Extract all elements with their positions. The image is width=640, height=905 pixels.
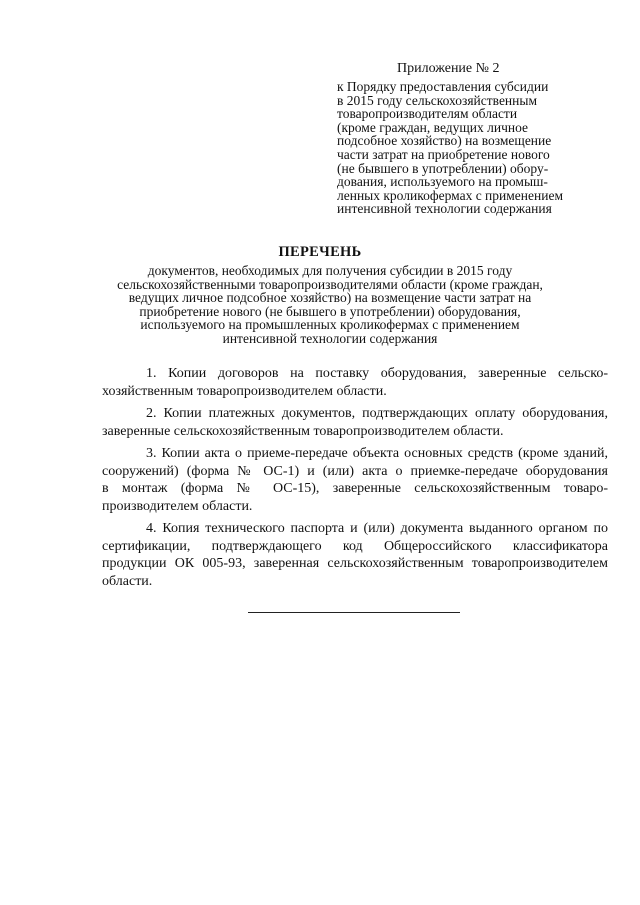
item-line: 4. Копия технического паспорта и (или) документа выданного органом по — [146, 521, 608, 536]
list-item — [102, 445, 608, 515]
appendix-title: Приложение № 2 — [397, 61, 500, 76]
item-line: 1. Копии договоров на поставку оборудования, заверенные сельско- — [146, 366, 608, 381]
appendix-line: (не бывшего в употреблении) обору- — [337, 160, 549, 176]
appendix-reference — [337, 80, 607, 216]
item-line: производителем области. — [102, 498, 253, 514]
item-line: сооружений) (форма № ОС-1) и (или) акта о приемке-передаче оборудования — [102, 463, 608, 479]
item-line: 2. Копии платежных документов, подтверждающих оплату оборудования, — [146, 406, 608, 421]
item-line: области. — [102, 573, 153, 589]
document-subtitle — [100, 264, 560, 345]
appendix-line: к Порядку предоставления субсидии — [337, 79, 549, 94]
subtitle-line: ведущих личное подсобное хозяйство) на возмещение части затрат на — [128, 290, 532, 305]
item-line: сертификации, подтверждающего код Общероссийского классификатора — [102, 538, 608, 554]
appendix-line: товаропроизводителям области — [337, 106, 518, 122]
appendix-line: части затрат на приобретение нового — [337, 146, 550, 162]
document-list — [102, 365, 608, 595]
subtitle-line: используемого на промышленных кроликофермах с применением — [140, 317, 520, 332]
appendix-line: в 2015 году сельскохозяйственным — [337, 92, 537, 108]
item-line: в монтаж (форма № ОС-15), заверенные сельскохозяйственным товаро- — [102, 481, 608, 496]
list-item — [102, 405, 608, 440]
appendix-line: интенсивной технологии содержания — [337, 201, 552, 217]
list-item — [102, 520, 608, 590]
subtitle-line: документов, необходимых для получения субсидии в 2015 году — [147, 263, 513, 278]
list-item — [102, 365, 608, 400]
item-line: заверенные сельскохозяйственным товаропроизводителем области. — [102, 423, 504, 439]
appendix-line: (кроме граждан, ведущих личное — [337, 119, 529, 135]
item-line: продукции ОК 005-93, заверенная сельскохозяйственным товаропроизводителем — [102, 556, 608, 571]
appendix-line: подсобное хозяйство) на возмещение — [337, 133, 552, 149]
document-title: ПЕРЕЧЕНЬ — [278, 244, 362, 260]
appendix-line: дования, используемого на промыш- — [337, 174, 548, 190]
subtitle-line: приобретение нового (не бывшего в употреблении) оборудования, — [139, 303, 521, 319]
end-divider — [248, 612, 460, 613]
subtitle-line: интенсивной технологии содержания — [222, 330, 438, 346]
item-line: хозяйственным товаропроизводителем области. — [102, 383, 387, 399]
item-line: 3. Копии акта о приеме-передаче объекта основных средств (кроме зданий, — [146, 446, 608, 461]
appendix-line: ленных кроликофермах с применением — [337, 187, 563, 203]
subtitle-line: сельскохозяйственными товаропроизводителями области (кроме граждан, — [117, 276, 543, 292]
